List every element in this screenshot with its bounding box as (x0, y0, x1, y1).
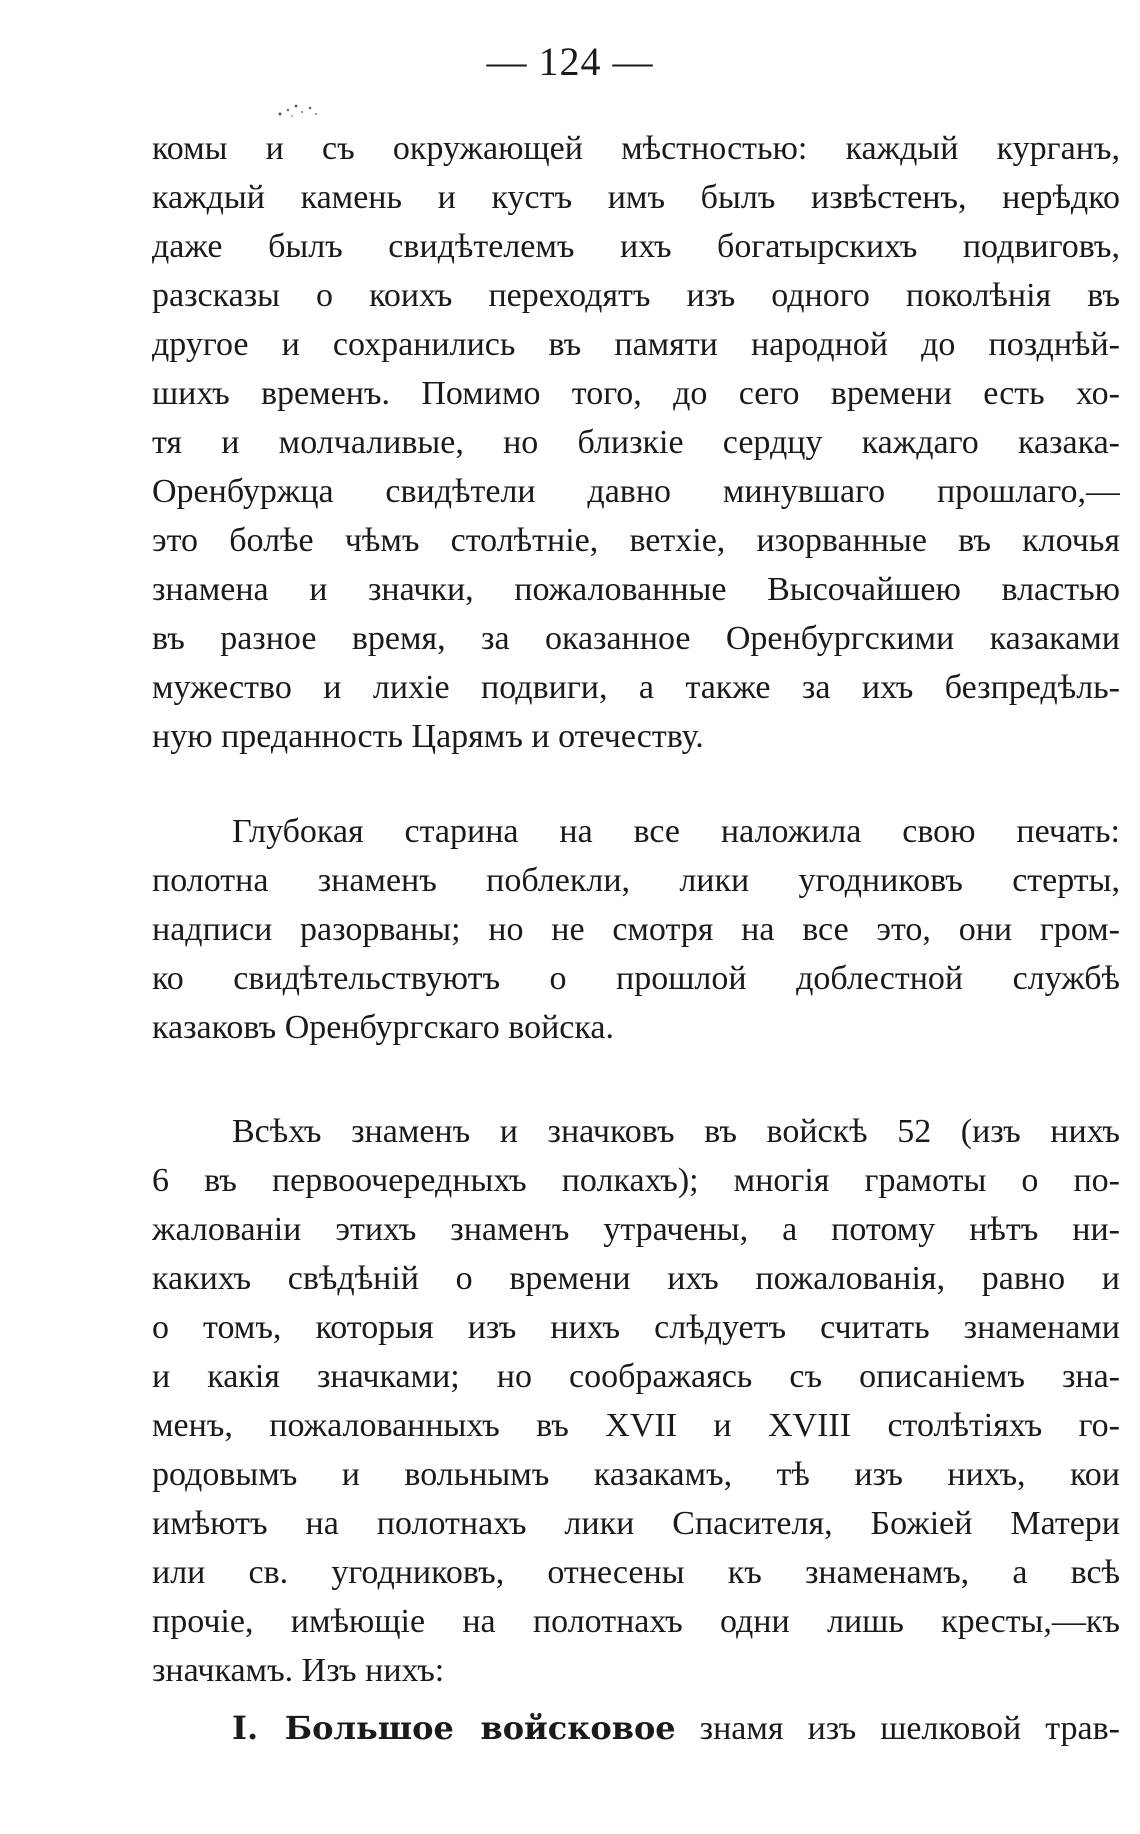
text-line: знамена и значки, пожалованные Высочайшею властью (152, 571, 1120, 608)
text-line: какихъ свѣдѣній о времени ихъ пожалованія, равно и (152, 1260, 1120, 1297)
text-line: и какія значками; но соображаясь съ описаніемъ зна- (152, 1358, 1120, 1395)
text-line: ко свидѣтельствуютъ о прошлой доблестной службѣ (152, 960, 1120, 997)
text-line: значкамъ. Изъ нихъ: (152, 1652, 445, 1689)
text-line: разсказы о коихъ переходятъ изъ одного поколѣнія въ (152, 277, 1120, 314)
text-line: полотна знаменъ поблекли, лики угодниковъ стерты, (152, 862, 1120, 899)
paragraph-4 (152, 1704, 1120, 1753)
text-line: тя и молчаливые, но близкіе сердцу каждаго казака- (152, 424, 1120, 461)
page-number: — 124 — (486, 39, 654, 84)
section-heading-rest: знамя изъ шелковой трав- (675, 1710, 1120, 1747)
paragraph-1 (152, 124, 1120, 761)
text-line: Глубокая старина на все наложила свою печать: (232, 813, 1120, 850)
paragraph-2 (152, 807, 1120, 1052)
text-line: родовымъ и вольнымъ казакамъ, тѣ изъ нихъ, кои (152, 1456, 1120, 1493)
text-line: менъ, пожалованныхъ въ XVII и XVIII столѣтіяхъ го- (152, 1407, 1120, 1444)
text-line: шихъ временъ. Помимо того, до сего времени есть хо- (152, 375, 1120, 412)
text-line: другое и сохранились въ памяти народной до позднѣй- (152, 326, 1120, 363)
text-line: имѣютъ на полотнахъ лики Спасителя, Божіей Матери (152, 1505, 1120, 1542)
paragraph-3 (152, 1107, 1120, 1695)
text-line: въ разное время, за оказанное Оренбургскими казаками (152, 620, 1120, 657)
text-line: ную преданность Царямъ и отечеству. (152, 718, 704, 755)
text-line: Оренбуржца свидѣтели давно минувшаго прошлаго,— (152, 473, 1120, 510)
text-line: казаковъ Оренбургскаго войска. (152, 1009, 614, 1046)
text-line: о томъ, которыя изъ нихъ слѣдуетъ считать знаменами (152, 1309, 1120, 1346)
text-line: мужество и лихіе подвиги, а также за ихъ безпредѣль- (152, 669, 1120, 706)
text-line: или св. угодниковъ, отнесены къ знаменамъ, а всѣ (152, 1554, 1120, 1591)
text-line: каждый камень и кустъ имъ былъ извѣстенъ, нерѣдко (152, 179, 1120, 216)
text-line: Всѣхъ знаменъ и значковъ въ войскѣ 52 (изъ нихъ (232, 1113, 1120, 1150)
text-line: 6 въ первоочередныхъ полкахъ); многія грамоты о по- (152, 1162, 1120, 1199)
section-heading: I. Большое войсковое (232, 1709, 676, 1747)
text-line: жалованіи этихъ знаменъ утрачены, а потому нѣтъ ни- (152, 1211, 1120, 1248)
text-line: даже былъ свидѣтелемъ ихъ богатырскихъ подвиговъ, (152, 228, 1120, 265)
text-line: комы и съ окружающей мѣстностью: каждый курганъ, (152, 130, 1120, 167)
text-line: прочіе, имѣющіе на полотнахъ одни лишь кресты,—къ (152, 1603, 1120, 1640)
section-heading-line (152, 1704, 1120, 1753)
text-line: надписи разорваны; но не смотря на все это, они гром- (152, 911, 1120, 948)
text-line: это болѣе чѣмъ столѣтніе, ветхіе, изорванные въ клочья (152, 522, 1120, 559)
ink-smudge (268, 96, 328, 122)
